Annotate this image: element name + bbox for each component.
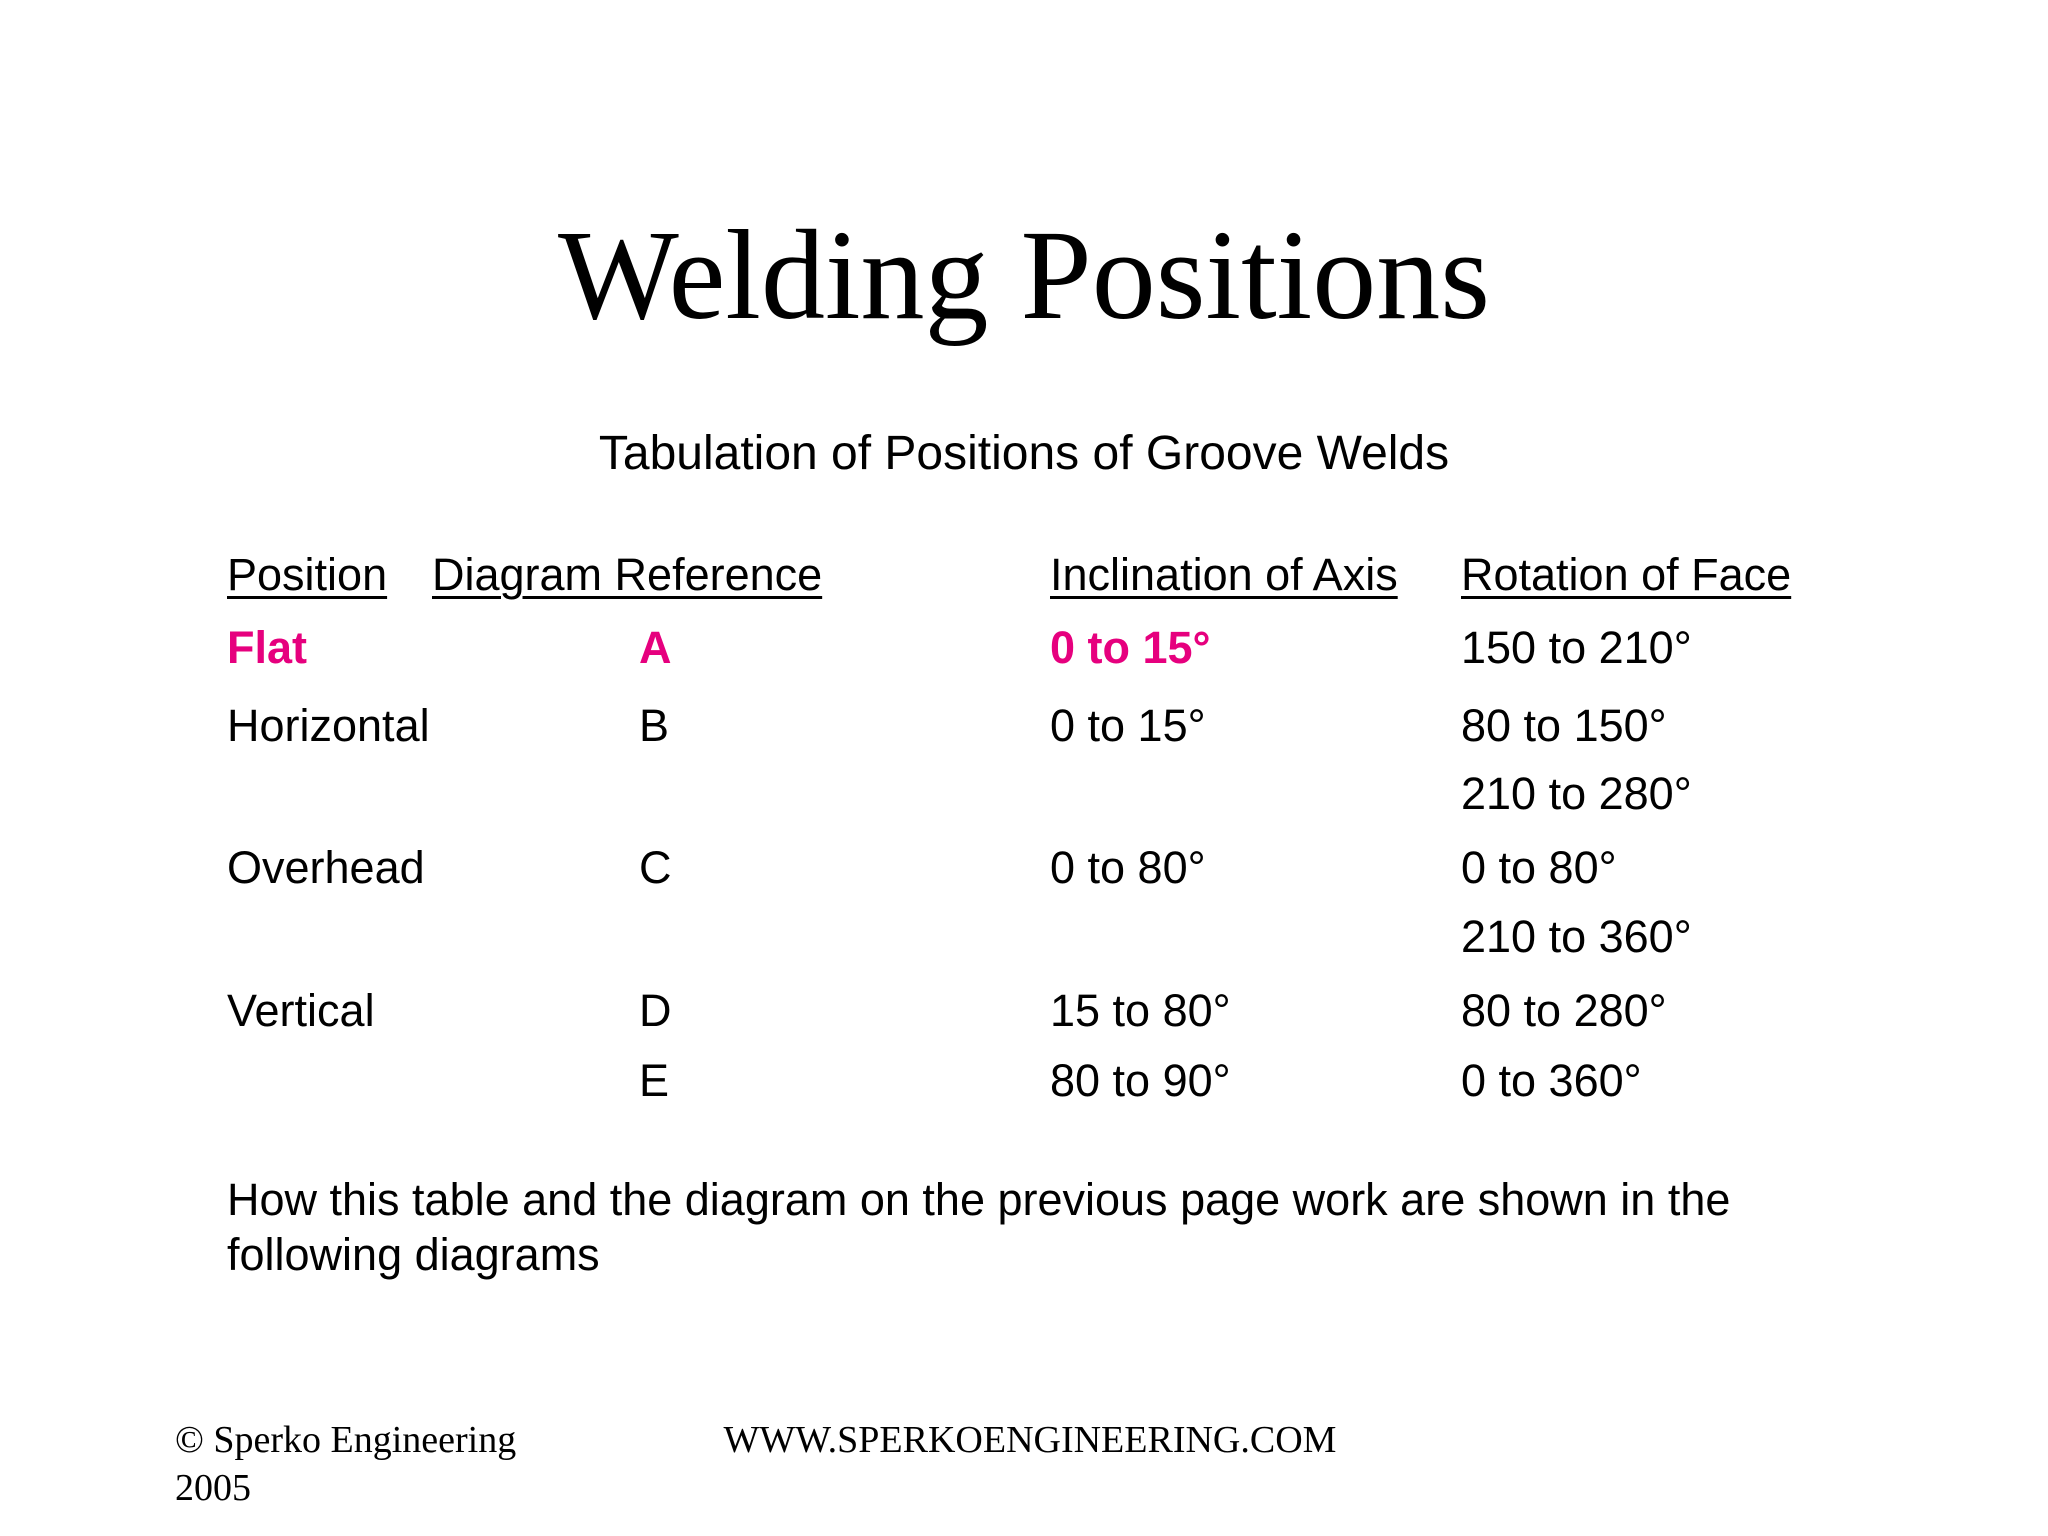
row-vertical-e-inclination: 80 to 90° (1050, 1055, 1231, 1106)
row-overhead-inclination: 0 to 80° (1050, 842, 1206, 893)
row-vertical-position: Vertical (227, 985, 375, 1036)
row-flat-position: Flat (227, 622, 308, 673)
row-horizontal-inclination: 0 to 15° (1050, 700, 1206, 751)
row-flat-diagram-reference: A (639, 622, 672, 673)
row-horizontal-position: Horizontal (227, 700, 430, 751)
header-inclination: Inclination of Axis (1050, 549, 1398, 600)
row-flat-rotation-1: 150 to 210° (1461, 622, 1692, 673)
row-horizontal-rotation-1: 80 to 150° (1461, 700, 1667, 751)
footer-website: WWW.SPERKOENGINEERING.COM (723, 1419, 1337, 1461)
row-overhead-rotation-1: 0 to 80° (1461, 842, 1617, 893)
row-horizontal-diagram-reference: B (639, 700, 670, 751)
footer-copyright: © Sperko Engineering 2005 (175, 1419, 517, 1509)
row-overhead-rotation-2: 210 to 360° (1461, 911, 1692, 962)
table-subtitle: Tabulation of Positions of Groove Welds (598, 427, 1450, 480)
row-vertical-e-diagram-reference: E (639, 1055, 670, 1106)
row-overhead-diagram-reference: C (639, 842, 672, 893)
slide-title: Welding Positions (558, 204, 1490, 346)
row-vertical-e-rotation: 0 to 360° (1461, 1055, 1642, 1106)
row-vertical-d-inclination: 15 to 80° (1050, 985, 1231, 1036)
header-rotation: Rotation of Face (1461, 549, 1792, 600)
row-horizontal-rotation-2: 210 to 280° (1461, 768, 1692, 819)
row-flat-inclination: 0 to 15° (1050, 622, 1211, 673)
header-diagram-reference: Diagram Reference (432, 549, 823, 600)
row-overhead-position: Overhead (227, 842, 425, 893)
explanation-note: How this table and the diagram on the previous page work are shown in the following diagrams (227, 1174, 1731, 1280)
row-vertical-d-diagram-reference: D (639, 985, 672, 1036)
row-vertical-d-rotation: 80 to 280° (1461, 985, 1667, 1036)
header-position: Position (227, 549, 388, 600)
